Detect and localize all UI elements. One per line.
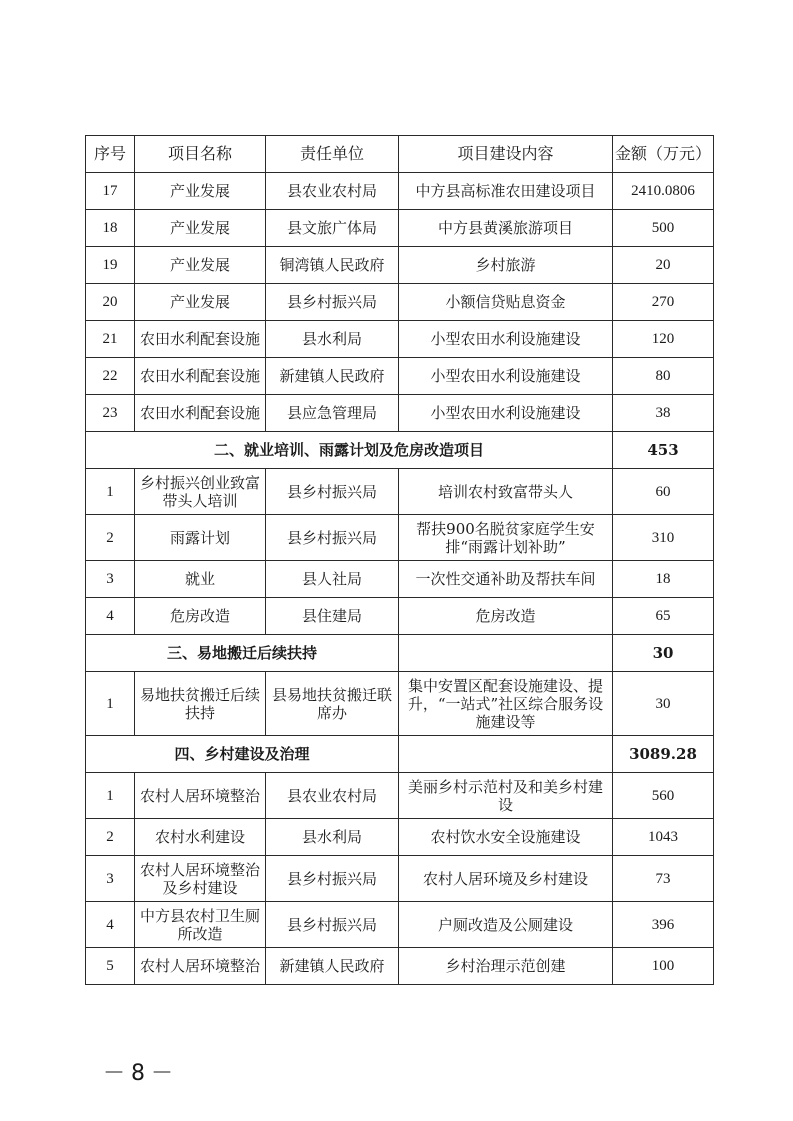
- row-unit: 县易地扶贫搬迁联席办: [266, 672, 399, 736]
- row-amount: 60: [613, 469, 714, 515]
- row-content: 农村饮水安全设施建设: [399, 819, 613, 856]
- table-row: [86, 247, 714, 284]
- row-unit: 县文旅广体局: [266, 210, 399, 247]
- section-amount: 3089.28: [613, 736, 714, 773]
- table-row: [86, 321, 714, 358]
- row-name: 农村人居环境整治: [135, 948, 266, 985]
- row-amount: 120: [613, 321, 714, 358]
- row-unit: 新建镇人民政府: [266, 358, 399, 395]
- row-amount: 100: [613, 948, 714, 985]
- row-name: 雨露计划: [135, 515, 266, 561]
- table-row: [86, 358, 714, 395]
- row-no: 2: [86, 515, 135, 561]
- row-content: 小额信贷贴息资金: [399, 284, 613, 321]
- section-spacer: [399, 736, 613, 773]
- row-no: 18: [86, 210, 135, 247]
- row-unit: 县水利局: [266, 819, 399, 856]
- row-content: 小型农田水利设施建设: [399, 358, 613, 395]
- row-content: 美丽乡村示范村及和美乡村建设: [399, 773, 613, 819]
- row-unit: 县乡村振兴局: [266, 469, 399, 515]
- page-number: －8－: [103, 1061, 179, 1086]
- row-content: 乡村旅游: [399, 247, 613, 284]
- row-unit: 县水利局: [266, 321, 399, 358]
- row-unit: 县农业农村局: [266, 773, 399, 819]
- table-row: [86, 515, 714, 561]
- header-project-name: 项目名称: [135, 136, 266, 173]
- header-no: 序号: [86, 136, 135, 173]
- row-name: 农田水利配套设施: [135, 395, 266, 432]
- row-content: 乡村治理示范创建: [399, 948, 613, 985]
- table-row: [86, 948, 714, 985]
- row-no: 4: [86, 902, 135, 948]
- row-content: 一次性交通补助及帮扶车间: [399, 561, 613, 598]
- row-no: 23: [86, 395, 135, 432]
- header-construction-content: 项目建设内容: [399, 136, 613, 173]
- table-row: [86, 210, 714, 247]
- row-name: 农村人居环境整治及乡村建设: [135, 856, 266, 902]
- row-name: 农田水利配套设施: [135, 358, 266, 395]
- section-title: 二、就业培训、雨露计划及危房改造项目: [86, 432, 613, 469]
- row-unit: 县应急管理局: [266, 395, 399, 432]
- row-content: 中方县高标准农田建设项目: [399, 173, 613, 210]
- row-name: 产业发展: [135, 284, 266, 321]
- row-unit: 县住建局: [266, 598, 399, 635]
- row-name: 乡村振兴创业致富带头人培训: [135, 469, 266, 515]
- section-row: [86, 635, 714, 672]
- row-unit: 铜湾镇人民政府: [266, 247, 399, 284]
- row-no: 1: [86, 672, 135, 736]
- row-amount: 396: [613, 902, 714, 948]
- section-amount: 453: [613, 432, 714, 469]
- row-no: 1: [86, 773, 135, 819]
- table-row: [86, 598, 714, 635]
- table-row: [86, 819, 714, 856]
- table-row: [86, 773, 714, 819]
- section-title: 四、乡村建设及治理: [86, 736, 399, 773]
- section-row: [86, 736, 714, 773]
- row-amount: 30: [613, 672, 714, 736]
- row-no: 1: [86, 469, 135, 515]
- row-amount: 65: [613, 598, 714, 635]
- row-content: 中方县黄溪旅游项目: [399, 210, 613, 247]
- row-name: 就业: [135, 561, 266, 598]
- row-amount: 80: [613, 358, 714, 395]
- table-row: [86, 561, 714, 598]
- row-name: 产业发展: [135, 247, 266, 284]
- row-unit: 县乡村振兴局: [266, 515, 399, 561]
- row-no: 20: [86, 284, 135, 321]
- row-content: 培训农村致富带头人: [399, 469, 613, 515]
- row-name: 农村水利建设: [135, 819, 266, 856]
- table-row: [86, 856, 714, 902]
- table-row: [86, 469, 714, 515]
- section-row: [86, 432, 714, 469]
- row-name: 危房改造: [135, 598, 266, 635]
- row-unit: 县乡村振兴局: [266, 284, 399, 321]
- table-row: [86, 902, 714, 948]
- row-content: 户厕改造及公厕建设: [399, 902, 613, 948]
- row-unit: 县乡村振兴局: [266, 902, 399, 948]
- row-unit: 县农业农村局: [266, 173, 399, 210]
- row-name: 农村人居环境整治: [135, 773, 266, 819]
- table-row: [86, 672, 714, 736]
- row-no: 19: [86, 247, 135, 284]
- row-no: 17: [86, 173, 135, 210]
- row-content: 小型农田水利设施建设: [399, 321, 613, 358]
- row-amount: 500: [613, 210, 714, 247]
- row-unit: 县人社局: [266, 561, 399, 598]
- table-header-row: [86, 136, 714, 173]
- row-amount: 18: [613, 561, 714, 598]
- row-name: 易地扶贫搬迁后续扶持: [135, 672, 266, 736]
- row-content: 农村人居环境及乡村建设: [399, 856, 613, 902]
- row-name: 中方县农村卫生厕所改造: [135, 902, 266, 948]
- row-content: 集中安置区配套设施建设、提升，“一站式”社区综合服务设施建设等: [399, 672, 613, 736]
- row-content: 小型农田水利设施建设: [399, 395, 613, 432]
- row-no: 21: [86, 321, 135, 358]
- budget-table: [85, 135, 714, 985]
- row-content: 帮扶900名脱贫家庭学生安排“雨露计划补助”: [399, 515, 613, 561]
- table-row: [86, 284, 714, 321]
- row-amount: 560: [613, 773, 714, 819]
- row-unit: 新建镇人民政府: [266, 948, 399, 985]
- row-amount: 310: [613, 515, 714, 561]
- row-no: 22: [86, 358, 135, 395]
- header-amount: 金额（万元）: [613, 136, 714, 173]
- row-no: 3: [86, 561, 135, 598]
- section-spacer: [399, 635, 613, 672]
- row-amount: 20: [613, 247, 714, 284]
- row-no: 5: [86, 948, 135, 985]
- row-name: 产业发展: [135, 173, 266, 210]
- header-responsible-unit: 责任单位: [266, 136, 399, 173]
- row-name: 农田水利配套设施: [135, 321, 266, 358]
- row-no: 3: [86, 856, 135, 902]
- row-no: 2: [86, 819, 135, 856]
- row-no: 4: [86, 598, 135, 635]
- row-amount: 73: [613, 856, 714, 902]
- table-row: [86, 395, 714, 432]
- table-row: [86, 173, 714, 210]
- row-unit: 县乡村振兴局: [266, 856, 399, 902]
- section-amount: 30: [613, 635, 714, 672]
- row-content: 危房改造: [399, 598, 613, 635]
- row-amount: 270: [613, 284, 714, 321]
- row-amount: 1043: [613, 819, 714, 856]
- row-amount: 2410.0806: [613, 173, 714, 210]
- row-amount: 38: [613, 395, 714, 432]
- section-title: 三、易地搬迁后续扶持: [86, 635, 399, 672]
- row-name: 产业发展: [135, 210, 266, 247]
